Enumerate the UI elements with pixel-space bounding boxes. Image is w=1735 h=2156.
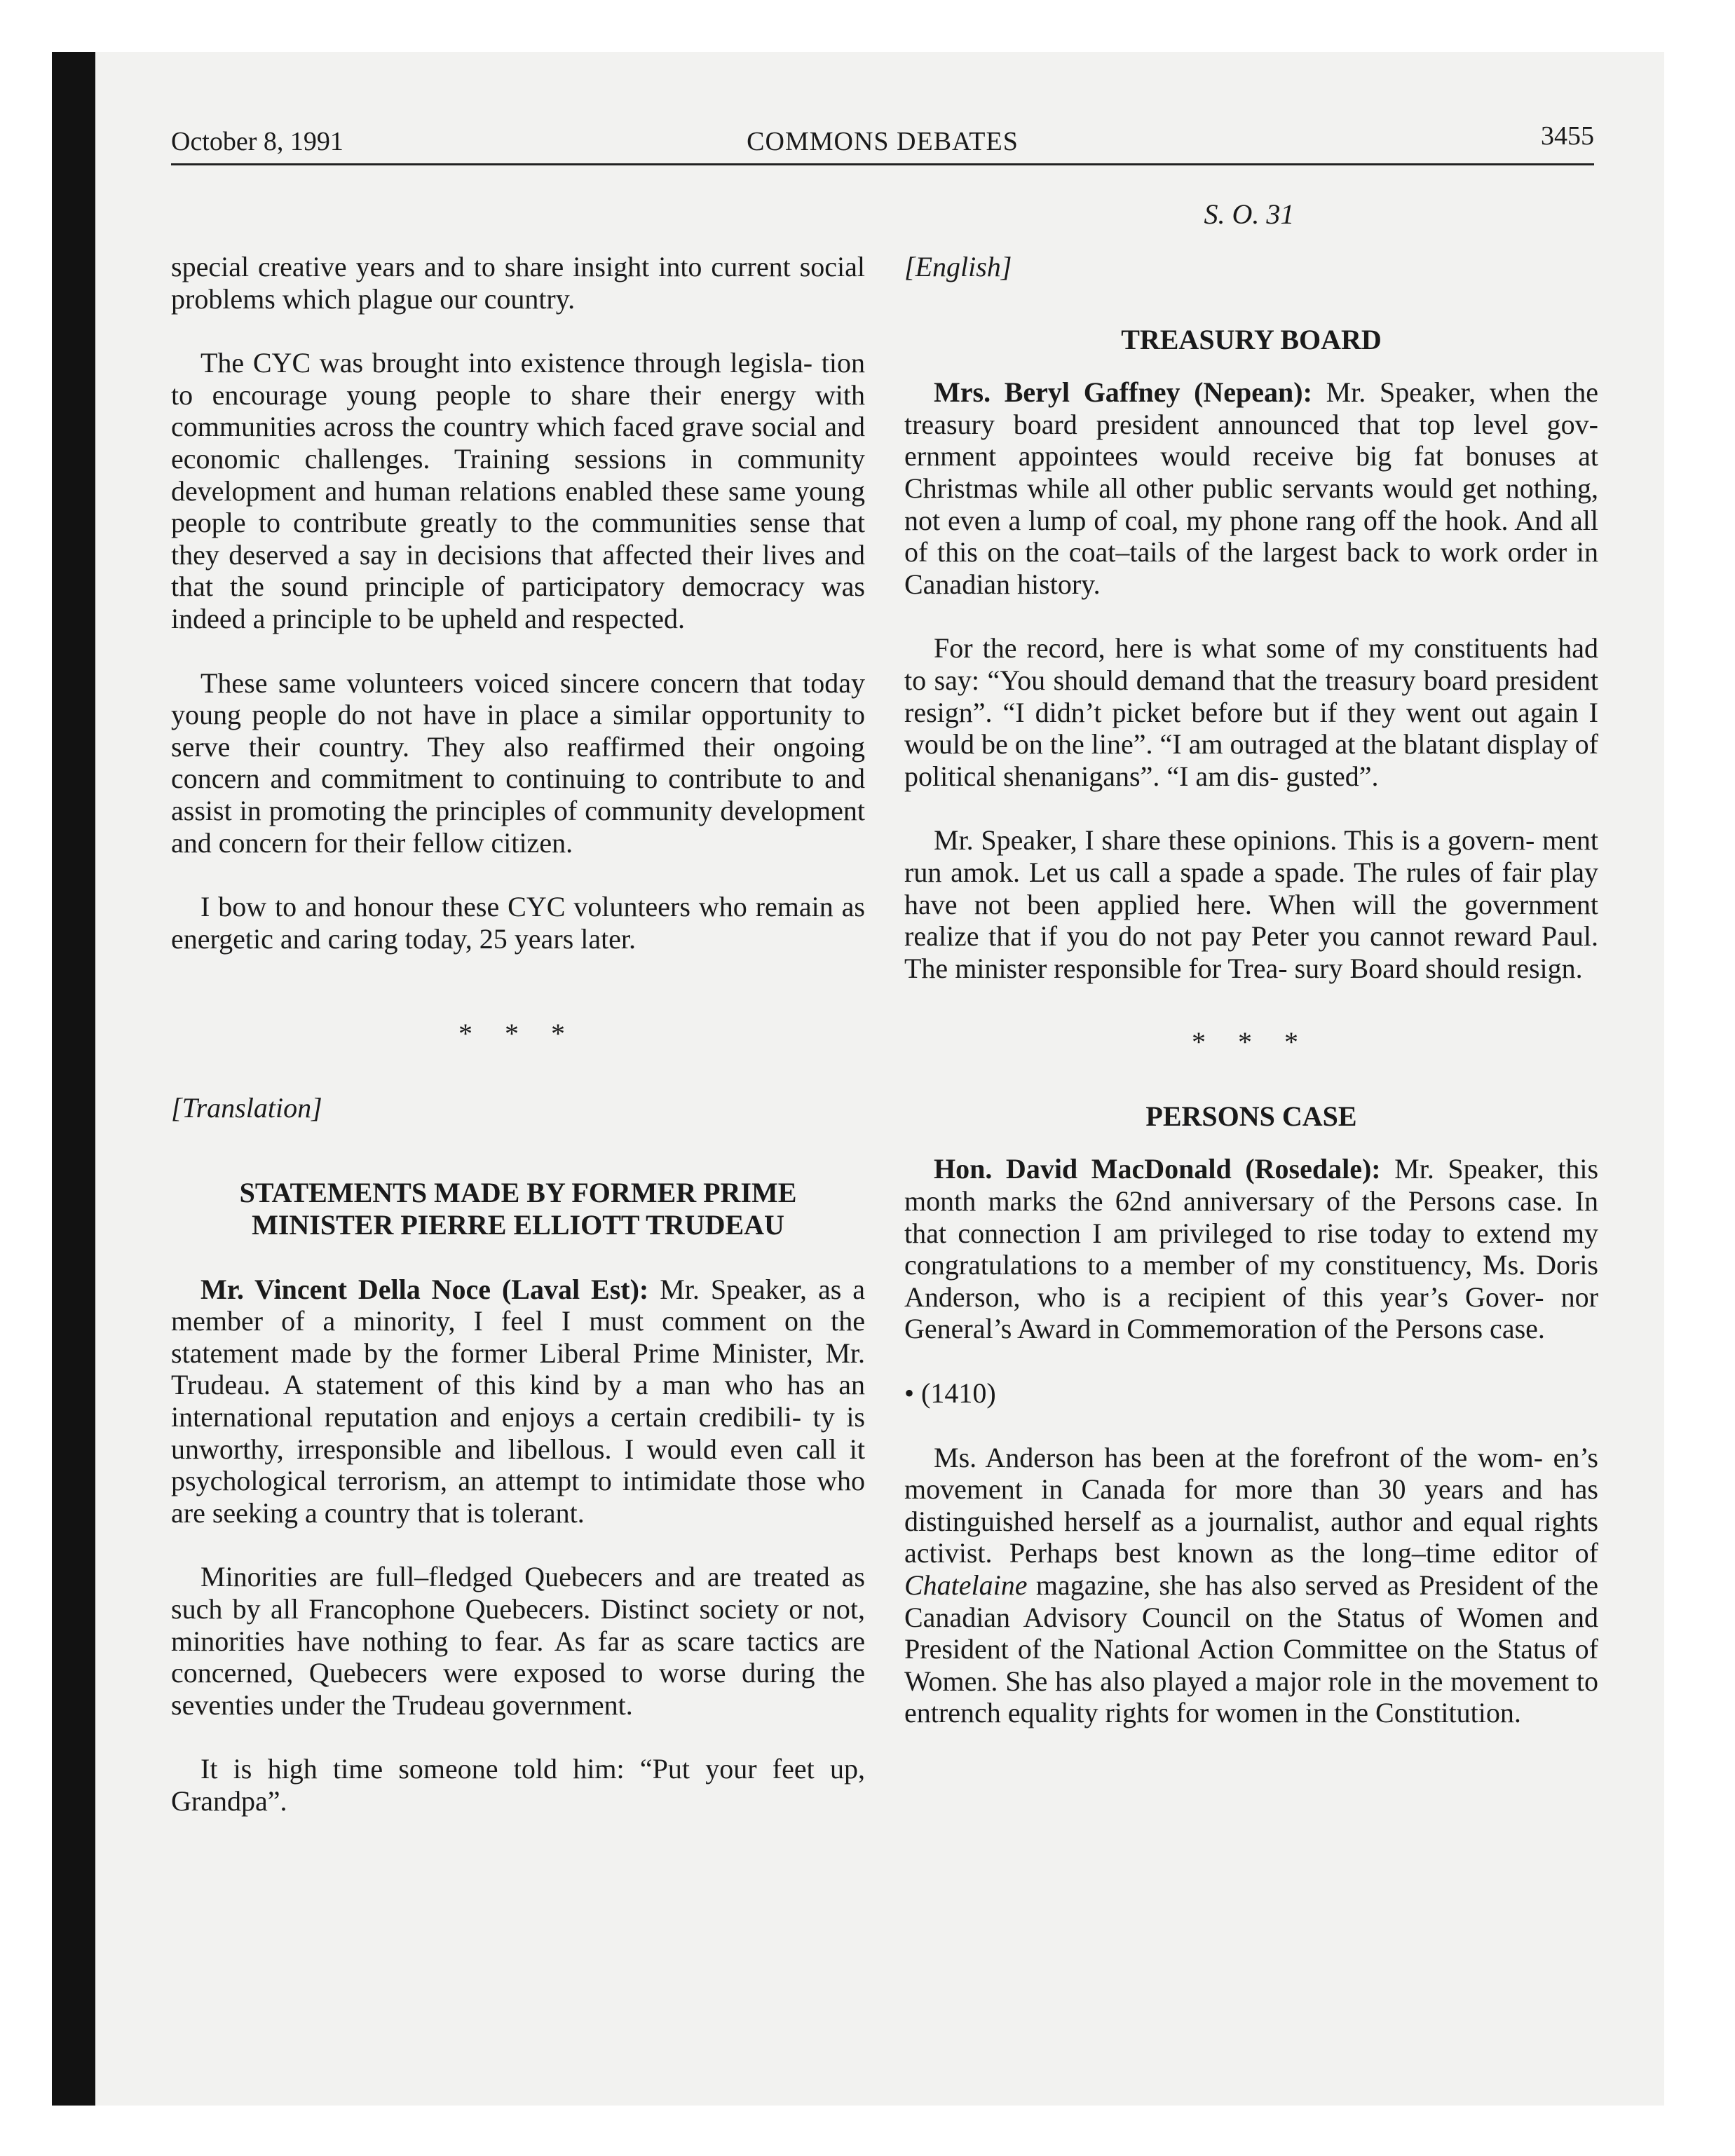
magazine-title: Chatelaine [904,1569,1028,1601]
section-heading: PERSONS CASE [1145,1100,1357,1132]
language-tag: [ Translation ] [171,1092,865,1124]
header-title: COMMONS DEBATES [747,127,1019,156]
section-separator: * * * [458,1018,578,1050]
paragraph: I bow to and honour these CYC volunteers who remain as energetic and caring today, 25 years later. [171,891,865,955]
paragraph: Mr. Speaker, I share these opinions. This is a govern- ment run amok. Let us call a spade a spade. The rules of fair play have not been applied here. When will the government realize that if you do not pay Peter you cannot reward Paul. The minister responsible for Trea- sury Board should resign. [904,824,1598,984]
speaker-name: Hon. David MacDonald (Rosedale): [934,1153,1381,1185]
paragraph: For the record, here is what some of my constituents had to say: “You should demand that the treasury board president resign”. “I didn’t picket before but if they went out again I would be on the line”. “I am outraged at the blatant display of political shenanigans”. “I am dis- gusted”. [904,632,1598,792]
paragraph: Mr. Vincent Della Noce (Laval Est): Mr. Speaker, as a member of a minority, I feel I must comment on the statement made by the former Liberal Prime Minister, Mr. Trudeau. A statement of this kind by a man who has an international reputation and enjoys a certain credibili- ty is unworthy, irresponsible and libellous. I would even call it psychological terrorism, an attempt to intimidate those who are seeking a country that is tolerant. [171,1273,866,1529]
paragraph: Hon. David MacDonald (Rosedale): Mr. Speaker, this month marks the 62nd anniversary of the Persons case. In that connection I am privileged to rise today to extend my congratulations to a member of my constituency, Ms. Doris Anderson, who is a recipient of this year’s Gover- nor General’s Award in Commemoration of the Persons case. [904,1153,1599,1345]
right-column [904,251,1598,1729]
section-heading: MINISTER PIERRE ELLIOTT TRUDEAU [252,1209,784,1241]
page-header [171,121,1594,163]
time-marker: • (1410) [904,1377,996,1410]
language-tag: [ English ] [904,251,1598,283]
header-rule [171,163,1594,165]
paragraph: Minorities are full–fledged Quebecers and are treated as such by all Francophone Quebecers. Distinct society or not, minorities have nothing to fear. As far as scare tactics are concerned, Quebecers were exposed to worse during the seventies under the Trudeau government. [171,1561,865,1721]
section-heading: TREASURY BOARD [1121,323,1382,355]
speaker-name: Mr. Vincent Della Noce (Laval Est): [200,1273,649,1305]
section-separator: * * * [1192,1026,1311,1058]
left-column [171,251,865,1817]
header-date: October 8, 1991 [171,127,343,156]
paragraph: Ms. Anderson has been at the forefront of the wom- en’s movement in Canada for more than 30 years and has distinguished herself as a journalist, author and equal rights activist. Perhaps best known as the long–time editor of Chatelaine magazine, she has also served as President of the Canadian Advisory Council on the Status of Women and President of the National Action Committee on the Status of Women. She has also played a major role in the movement to entrench equality rights for women in the Constitution. [904,1441,1598,1729]
section-heading: STATEMENTS MADE BY FORMER PRIME [239,1177,797,1209]
section-label: S. O. 31 [1204,198,1295,230]
paragraph: Mrs. Beryl Gaffney (Nepean): Mr. Speaker, when the treasury board president announced that top level gov- ernment appointees would receive big fat bonuses at Christmas while all other public servants would get nothing, not even a lump of coal, my phone rang off the hook. And all of this on the coat–tails of the largest back to work order in Canadian history. [904,376,1598,600]
page-number: 3455 [1541,121,1594,151]
paragraph: special creative years and to share insight into current social problems which plague our country. [171,251,865,315]
speaker-name: Mrs. Beryl Gaffney (Nepean): [934,376,1312,409]
paragraph: The CYC was brought into existence through legisla- tion to encourage young people to share their energy with communities across the country which faced grave social and economic challenges. Training sessions in community development and human relations enabled these same young people to contribute greatly to the communities sense that they deserved a say in decisions that affected their lives and that the sound principle of participatory democracy was indeed a principle to be upheld and respected. [171,347,865,634]
paragraph: It is high time someone told him: “Put your feet up, Grandpa”. [171,1753,865,1817]
binding-edge [52,52,95,2106]
paragraph: These same volunteers voiced sincere concern that today young people do not have in place a similar opportunity to serve their country. They also reaffirmed their ongoing concern and commitment to continuing to contribute to and assist in promoting the principles of community development and concern for their fellow citizen. [171,667,865,859]
